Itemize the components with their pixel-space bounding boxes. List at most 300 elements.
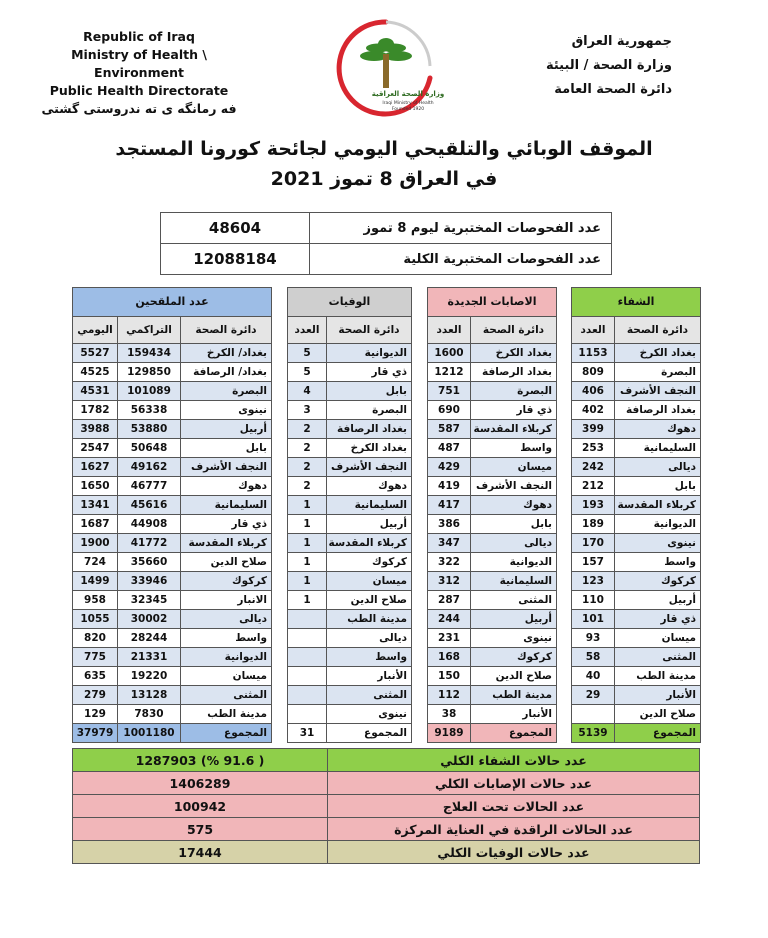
count-cell: 1 xyxy=(288,515,327,534)
summary-value: 100942 xyxy=(73,795,328,818)
directorate-cell: السليمانية xyxy=(471,572,557,591)
summary-label: عدد الحالات الراقدة في العناية المركزة xyxy=(328,818,700,841)
daily-cell: 1055 xyxy=(73,610,118,629)
directorate-cell: نينوى xyxy=(615,534,701,553)
table-row xyxy=(73,629,272,648)
daily-cell: 2547 xyxy=(73,439,118,458)
directorate-cell: صلاح الدين xyxy=(615,705,701,724)
table-row xyxy=(428,667,557,686)
palm-tree-icon xyxy=(360,38,412,88)
directorate-cell: ذي قار xyxy=(181,515,272,534)
total-daily: 37979 xyxy=(73,724,118,743)
table-row xyxy=(73,572,272,591)
table-row xyxy=(572,705,701,724)
directorate-cell: البصرة xyxy=(615,363,701,382)
summary-row xyxy=(73,749,700,772)
header-left-line: فه رمانگه ى ته ندروستى گشتى xyxy=(41,101,237,116)
cumulative-cell: 56338 xyxy=(118,401,181,420)
count-cell: 212 xyxy=(572,477,615,496)
count-cell: 1212 xyxy=(428,363,471,382)
directorate-cell: بغداد/ الرصافة xyxy=(181,363,272,382)
directorate-cell: بغداد/ الكرخ xyxy=(181,344,272,363)
col-directorate: دائرة الصحة xyxy=(615,317,701,344)
table-row xyxy=(572,686,701,705)
table-row xyxy=(428,648,557,667)
count-cell: 101 xyxy=(572,610,615,629)
directorate-cell: أربيل xyxy=(181,420,272,439)
directorate-cell: مدينة الطب xyxy=(615,667,701,686)
directorate-cell: أربيل xyxy=(615,591,701,610)
table-row xyxy=(288,401,412,420)
daily-cell: 635 xyxy=(73,667,118,686)
count-cell xyxy=(572,705,615,724)
total-row xyxy=(73,724,272,743)
table-row xyxy=(73,439,272,458)
daily-cell: 1627 xyxy=(73,458,118,477)
table-row xyxy=(73,344,272,363)
daily-cell: 724 xyxy=(73,553,118,572)
count-cell: 58 xyxy=(572,648,615,667)
count-cell: 417 xyxy=(428,496,471,515)
table-row xyxy=(428,344,557,363)
header-left-line: Republic of Iraq xyxy=(83,29,195,44)
directorate-cell: ذي قار xyxy=(615,610,701,629)
table-row xyxy=(288,363,412,382)
count-cell: 5 xyxy=(288,363,327,382)
directorate-cell: النجف الأشرف xyxy=(615,382,701,401)
cumulative-cell: 28244 xyxy=(118,629,181,648)
total-label: المجموع xyxy=(181,724,272,743)
table-row xyxy=(288,553,412,572)
directorate-cell: دهوك xyxy=(615,420,701,439)
directorate-cell: صلاح الدين xyxy=(471,667,557,686)
directorate-cell: البصرة xyxy=(181,382,272,401)
directorate-cell: كربلاء المقدسة xyxy=(615,496,701,515)
count-cell: 150 xyxy=(428,667,471,686)
directorate-cell: نينوى xyxy=(471,629,557,648)
table-row xyxy=(288,458,412,477)
total-tests-value: 12088184 xyxy=(161,244,310,275)
table-row xyxy=(288,496,412,515)
directorate-cell: واسط xyxy=(327,648,412,667)
daily-cell: 1900 xyxy=(73,534,118,553)
directorate-cell: مدينة الطب xyxy=(181,705,272,724)
count-cell: 168 xyxy=(428,648,471,667)
summary-label: عدد حالات الشفاء الكلي xyxy=(328,749,700,772)
table-row xyxy=(572,458,701,477)
count-cell: 809 xyxy=(572,363,615,382)
table-row xyxy=(288,515,412,534)
daily-cell: 1650 xyxy=(73,477,118,496)
count-cell xyxy=(288,629,327,648)
total-label: المجموع xyxy=(327,724,412,743)
table-row xyxy=(73,553,272,572)
count-cell: 429 xyxy=(428,458,471,477)
cumulative-cell: 41772 xyxy=(118,534,181,553)
tests-row xyxy=(161,244,612,275)
count-cell: 751 xyxy=(428,382,471,401)
directorate-cell: بغداد الرصافة xyxy=(471,363,557,382)
count-cell: 399 xyxy=(572,420,615,439)
report-title: الموقف الوبائي والتلقيحي اليومي لجائحة كورونا المستجد xyxy=(115,138,653,160)
table-row xyxy=(288,344,412,363)
directorate-cell: البصرة xyxy=(471,382,557,401)
daily-tests-value: 48604 xyxy=(161,213,310,244)
count-cell: 193 xyxy=(572,496,615,515)
table-row xyxy=(572,515,701,534)
table-row xyxy=(73,591,272,610)
count-cell: 406 xyxy=(572,382,615,401)
directorate-cell: الأنبار xyxy=(471,705,557,724)
col-directorate: دائرة الصحة xyxy=(327,317,412,344)
cumulative-cell: 32345 xyxy=(118,591,181,610)
total-label: المجموع xyxy=(615,724,701,743)
directorate-cell: كركوك xyxy=(327,553,412,572)
summary-table xyxy=(72,748,700,864)
count-cell: 386 xyxy=(428,515,471,534)
daily-cell: 279 xyxy=(73,686,118,705)
table-row xyxy=(572,439,701,458)
count-cell: 1 xyxy=(288,553,327,572)
count-cell: 2 xyxy=(288,420,327,439)
logo-text-en: Iraqi Ministry of Health xyxy=(382,101,434,106)
summary-label: عدد حالات الوفيات الكلي xyxy=(328,841,700,864)
summary-value: 17444 xyxy=(73,841,328,864)
summary-row xyxy=(73,841,700,864)
daily-cell: 1341 xyxy=(73,496,118,515)
cumulative-cell: 30002 xyxy=(118,610,181,629)
table-row xyxy=(73,515,272,534)
directorate-cell: ميسان xyxy=(181,667,272,686)
table-row xyxy=(288,439,412,458)
directorate-cell: بغداد الرصافة xyxy=(615,401,701,420)
table-row xyxy=(428,686,557,705)
deaths-title: الوفيات xyxy=(288,288,412,317)
col-cumulative: التراكمي xyxy=(118,317,181,344)
count-cell: 419 xyxy=(428,477,471,496)
daily-cell: 5527 xyxy=(73,344,118,363)
recoveries-table xyxy=(571,287,701,743)
col-count: العدد xyxy=(288,317,327,344)
logo-text-founded: Founded 1920 xyxy=(391,107,425,112)
directorate-cell: بابل xyxy=(327,382,412,401)
daily-cell: 820 xyxy=(73,629,118,648)
daily-cell: 3988 xyxy=(73,420,118,439)
col-directorate: دائرة الصحة xyxy=(181,317,272,344)
count-cell: 1 xyxy=(288,496,327,515)
directorate-cell: بغداد الكرخ xyxy=(327,439,412,458)
directorate-cell: بابل xyxy=(181,439,272,458)
table-row xyxy=(288,572,412,591)
table-row xyxy=(288,705,412,724)
table-row xyxy=(428,553,557,572)
count-cell: 287 xyxy=(428,591,471,610)
directorate-cell: بابل xyxy=(471,515,557,534)
count-cell: 189 xyxy=(572,515,615,534)
summary-value: 1406289 xyxy=(73,772,328,795)
directorate-cell: كربلاء المقدسة xyxy=(471,420,557,439)
directorate-cell: النجف الأشرف xyxy=(471,477,557,496)
total-cumulative: 1001180 xyxy=(118,724,181,743)
directorate-cell: المثنى xyxy=(471,591,557,610)
directorate-cell: كربلاء المقدسة xyxy=(327,534,412,553)
daily-cell: 1499 xyxy=(73,572,118,591)
count-cell: 231 xyxy=(428,629,471,648)
directorate-cell: ديالى xyxy=(181,610,272,629)
table-row xyxy=(73,363,272,382)
directorate-cell: ذي قار xyxy=(327,363,412,382)
directorate-cell: صلاح الدين xyxy=(181,553,272,572)
table-row xyxy=(428,458,557,477)
cumulative-cell: 44908 xyxy=(118,515,181,534)
table-row xyxy=(428,515,557,534)
count-cell: 347 xyxy=(428,534,471,553)
directorate-cell: النجف الأشرف xyxy=(181,458,272,477)
table-row xyxy=(288,420,412,439)
cumulative-cell: 19220 xyxy=(118,667,181,686)
cumulative-cell: 129850 xyxy=(118,363,181,382)
cumulative-cell: 50648 xyxy=(118,439,181,458)
directorate-cell: واسط xyxy=(181,629,272,648)
tests-table xyxy=(160,212,612,275)
directorate-cell: صلاح الدين xyxy=(327,591,412,610)
daily-tests-label: عدد الفحوصات المختبرية ليوم 8 تموز xyxy=(310,213,612,244)
daily-cell: 1782 xyxy=(73,401,118,420)
table-row xyxy=(428,629,557,648)
count-cell: 1 xyxy=(288,591,327,610)
total-row xyxy=(428,724,557,743)
table-row xyxy=(428,534,557,553)
directorate-cell: ميسان xyxy=(471,458,557,477)
table-row xyxy=(428,705,557,724)
total-value: 31 xyxy=(288,724,327,743)
directorate-cell: بابل xyxy=(615,477,701,496)
count-cell: 157 xyxy=(572,553,615,572)
count-cell: 2 xyxy=(288,477,327,496)
table-row xyxy=(288,686,412,705)
table-row xyxy=(288,477,412,496)
count-cell xyxy=(288,705,327,724)
summary-value: 575 xyxy=(73,818,328,841)
directorate-cell: السليمانية xyxy=(327,496,412,515)
cumulative-cell: 53880 xyxy=(118,420,181,439)
count-cell: 402 xyxy=(572,401,615,420)
table-row xyxy=(288,534,412,553)
table-row xyxy=(572,553,701,572)
count-cell: 253 xyxy=(572,439,615,458)
col-count: العدد xyxy=(572,317,615,344)
table-row xyxy=(73,496,272,515)
cumulative-cell: 7830 xyxy=(118,705,181,724)
directorate-cell: ديالى xyxy=(327,629,412,648)
directorate-cell: الأنبار xyxy=(327,667,412,686)
header-right xyxy=(546,30,672,102)
count-cell: 170 xyxy=(572,534,615,553)
table-row xyxy=(73,667,272,686)
table-row xyxy=(288,591,412,610)
header-left xyxy=(24,28,254,118)
count-cell: 2 xyxy=(288,439,327,458)
table-row xyxy=(288,382,412,401)
deaths-table xyxy=(287,287,412,743)
count-cell: 242 xyxy=(572,458,615,477)
count-cell: 3 xyxy=(288,401,327,420)
cumulative-cell: 21331 xyxy=(118,648,181,667)
directorate-cell: المثنى xyxy=(615,648,701,667)
total-tests-label: عدد الفحوصات المختبرية الكلية xyxy=(310,244,612,275)
summary-label: عدد الحالات تحت العلاج xyxy=(328,795,700,818)
directorate-cell: كركوك xyxy=(615,572,701,591)
table-row xyxy=(288,610,412,629)
summary-row xyxy=(73,818,700,841)
cumulative-cell: 159434 xyxy=(118,344,181,363)
table-row xyxy=(288,629,412,648)
new-cases-table xyxy=(427,287,557,743)
count-cell: 1 xyxy=(288,534,327,553)
cumulative-cell: 101089 xyxy=(118,382,181,401)
count-cell: 1 xyxy=(288,572,327,591)
directorate-cell: المثنى xyxy=(327,686,412,705)
directorate-cell: أربيل xyxy=(327,515,412,534)
directorate-cell: مدينة الطب xyxy=(471,686,557,705)
table-row xyxy=(572,344,701,363)
table-row xyxy=(572,610,701,629)
table-row xyxy=(73,534,272,553)
table-row xyxy=(572,629,701,648)
count-cell: 1600 xyxy=(428,344,471,363)
directorate-cell: ديالى xyxy=(615,458,701,477)
vaccinated-title: عدد الملقحين xyxy=(73,288,272,317)
col-directorate: دائرة الصحة xyxy=(471,317,557,344)
cumulative-cell: 35660 xyxy=(118,553,181,572)
count-cell: 38 xyxy=(428,705,471,724)
header-left-line: Public Health Directorate xyxy=(49,83,229,98)
directorate-cell: البصرة xyxy=(327,401,412,420)
table-row xyxy=(572,572,701,591)
table-row xyxy=(572,534,701,553)
directorate-cell: دهوك xyxy=(327,477,412,496)
daily-cell: 958 xyxy=(73,591,118,610)
table-row xyxy=(428,363,557,382)
count-cell: 40 xyxy=(572,667,615,686)
directorate-cell: كركوك xyxy=(471,648,557,667)
directorate-cell: السليمانية xyxy=(615,439,701,458)
directorate-cell: واسط xyxy=(615,553,701,572)
directorate-cell: نينوى xyxy=(327,705,412,724)
count-cell: 4 xyxy=(288,382,327,401)
header-left-line: Ministry of Health \ Environment xyxy=(71,47,207,80)
directorate-cell: الديوانية xyxy=(327,344,412,363)
directorate-cell: مدينة الطب xyxy=(327,610,412,629)
vaccinated-table xyxy=(72,287,272,743)
table-row xyxy=(572,667,701,686)
count-cell: 587 xyxy=(428,420,471,439)
count-cell: 1153 xyxy=(572,344,615,363)
count-cell: 110 xyxy=(572,591,615,610)
cumulative-cell: 13128 xyxy=(118,686,181,705)
cumulative-cell: 33946 xyxy=(118,572,181,591)
col-count: العدد xyxy=(428,317,471,344)
count-cell: 690 xyxy=(428,401,471,420)
table-row xyxy=(572,401,701,420)
total-value: 9189 xyxy=(428,724,471,743)
directorate-cell: نينوى xyxy=(181,401,272,420)
table-row xyxy=(288,648,412,667)
count-cell: 5 xyxy=(288,344,327,363)
table-row xyxy=(73,477,272,496)
count-cell xyxy=(288,686,327,705)
summary-row xyxy=(73,795,700,818)
table-row xyxy=(428,591,557,610)
directorate-cell: ميسان xyxy=(327,572,412,591)
directorate-cell: النجف الأشرف xyxy=(327,458,412,477)
table-row xyxy=(572,591,701,610)
table-row xyxy=(428,439,557,458)
daily-cell: 4531 xyxy=(73,382,118,401)
header-right-line: دائرة الصحة العامة xyxy=(554,82,672,97)
table-row xyxy=(73,705,272,724)
count-cell: 123 xyxy=(572,572,615,591)
daily-cell: 4525 xyxy=(73,363,118,382)
recoveries-title: الشفاء xyxy=(572,288,701,317)
directorate-cell: دهوك xyxy=(471,496,557,515)
table-row xyxy=(428,496,557,515)
directorate-cell: بغداد الرصافة xyxy=(327,420,412,439)
table-row xyxy=(73,610,272,629)
count-cell xyxy=(288,667,327,686)
count-cell: 312 xyxy=(428,572,471,591)
directorate-cell: بغداد الكرخ xyxy=(471,344,557,363)
table-row xyxy=(73,648,272,667)
col-daily: اليومي xyxy=(73,317,118,344)
count-cell: 93 xyxy=(572,629,615,648)
cumulative-cell: 45616 xyxy=(118,496,181,515)
table-row xyxy=(428,477,557,496)
table-row xyxy=(572,648,701,667)
daily-cell: 775 xyxy=(73,648,118,667)
count-cell: 2 xyxy=(288,458,327,477)
header-right-line: جمهورية العراق xyxy=(571,34,672,49)
summary-row xyxy=(73,772,700,795)
table-row xyxy=(428,382,557,401)
directorate-cell: دهوك xyxy=(181,477,272,496)
table-row xyxy=(73,686,272,705)
total-row xyxy=(288,724,412,743)
table-row xyxy=(428,610,557,629)
directorate-cell: واسط xyxy=(471,439,557,458)
cumulative-cell: 49162 xyxy=(118,458,181,477)
table-row xyxy=(572,420,701,439)
summary-value: 1287903 (% 91.6 ) xyxy=(73,749,328,772)
new-cases-title: الاصابات الجديدة xyxy=(428,288,557,317)
tests-row xyxy=(161,213,612,244)
directorate-cell: كربلاء المقدسة xyxy=(181,534,272,553)
directorate-cell: الديوانية xyxy=(181,648,272,667)
table-row xyxy=(428,401,557,420)
total-row xyxy=(572,724,701,743)
logo-text: وزارة الصحة العراقية xyxy=(371,90,445,98)
count-cell: 244 xyxy=(428,610,471,629)
table-row xyxy=(428,572,557,591)
count-cell: 487 xyxy=(428,439,471,458)
table-row xyxy=(572,363,701,382)
count-cell: 112 xyxy=(428,686,471,705)
directorate-cell: بغداد الكرخ xyxy=(615,344,701,363)
directorate-cell: الانبار xyxy=(181,591,272,610)
count-cell xyxy=(288,610,327,629)
directorate-cell: السليمانية xyxy=(181,496,272,515)
table-row xyxy=(572,496,701,515)
